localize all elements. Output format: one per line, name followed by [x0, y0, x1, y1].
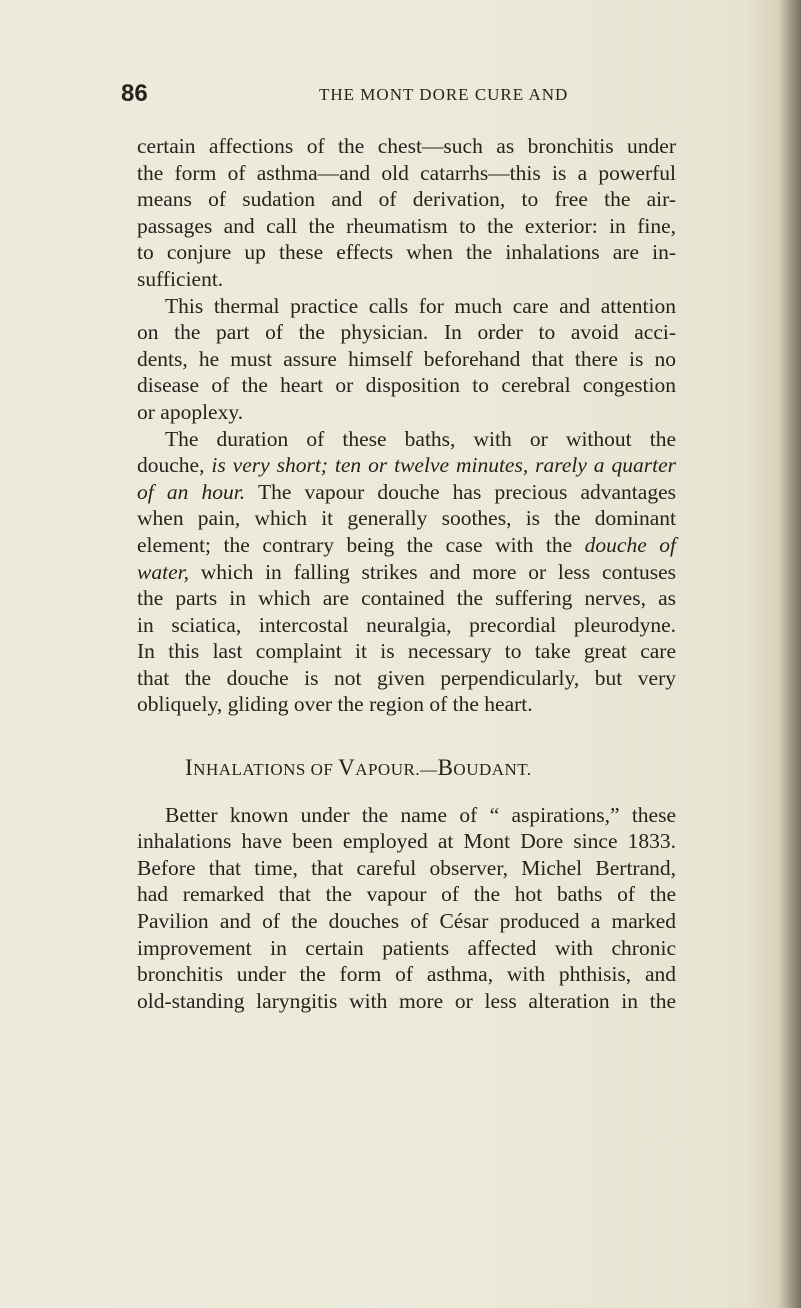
text-line: dents, he must assure himself beforehand that there is no [137, 346, 676, 371]
text-line: Pavilion and of the douches of César produced a marked [137, 909, 676, 934]
text-line: inhalations have been employed at Mont Dore since 1833. [137, 829, 676, 854]
text-line: improvement in certain patients affected with chronic [137, 935, 676, 960]
page-header [121, 80, 681, 110]
text-line: Before that time, that careful observer, Michel Bertrand, [137, 855, 676, 880]
text-line: when pain, which it generally soothes, is the dominant [137, 506, 676, 531]
section-paragraphs-1 [137, 133, 676, 718]
text-line: in sciatica, intercostal neuralgia, precordial pleurodyne. [137, 612, 676, 637]
running-head: THE MONT DORE CURE AND [319, 85, 569, 104]
text-line: This thermal practice calls for much care and attention [165, 293, 676, 318]
section-paragraphs-2 [137, 802, 676, 1015]
text-line: disease of the heart or disposition to cerebral congestion [137, 373, 676, 398]
text-line: old-standing laryngitis with more or less alteration in the [137, 988, 676, 1013]
text-line: water, which in falling strikes and more or less contuses [137, 559, 676, 584]
section-heading: INHALATIONS OF VAPOUR.—BOUDANT. [185, 755, 532, 781]
text-line: Better known under the name of “ aspirations,” these [165, 802, 676, 827]
text-line: certain affections of the chest—such as bronchitis under [137, 134, 676, 158]
text-line: obliquely, gliding over the region of the heart. [137, 692, 533, 717]
text-line: that the douche is not given perpendicularly, but very [137, 665, 676, 690]
text-line: In this last complaint it is necessary to take great care [137, 639, 676, 664]
text-line: had remarked that the vapour of the hot baths of the [137, 882, 676, 907]
text-line: douche, is very short; ten or twelve minutes, rarely a quarter [137, 453, 676, 478]
text-line: the form of asthma—and old catarrhs—this is a powerful [137, 160, 676, 185]
text-line: element; the contrary being the case with the douche of [137, 532, 676, 557]
text-line: passages and call the rheumatism to the exterior: in fine, [137, 213, 676, 238]
page-edge-shadow [779, 0, 801, 1308]
text-line: to conjure up these effects when the inhalations are in- [137, 240, 676, 265]
text-line: means of sudation and of derivation, to free the air- [137, 187, 676, 212]
text-line: The duration of these baths, with or without the [165, 426, 676, 451]
text-line: the parts in which are contained the suffering nerves, as [137, 586, 676, 611]
page-number: 86 [121, 80, 148, 107]
text-line: on the part of the physician. In order to avoid acci- [137, 320, 676, 345]
text-line: or apoplexy. [137, 399, 244, 424]
text-line: of an hour. The vapour douche has precious advantages [137, 479, 676, 504]
page-body [137, 133, 676, 1014]
text-line: bronchitis under the form of asthma, with phthisis, and [137, 962, 676, 987]
text-line: sufficient. [137, 266, 224, 291]
